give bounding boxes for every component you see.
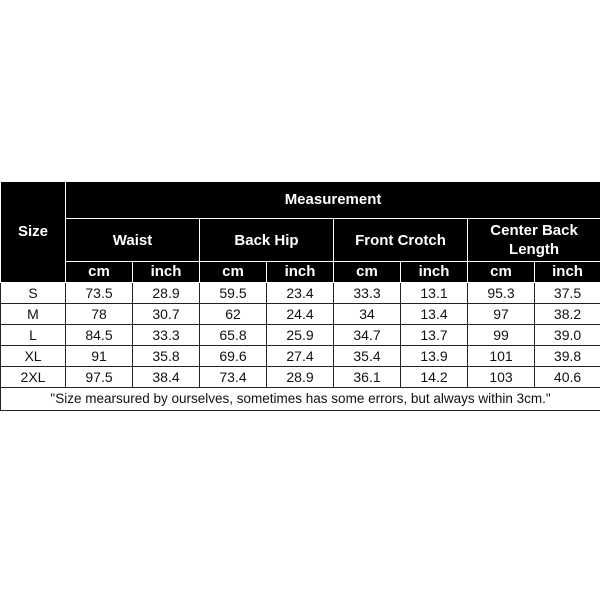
center-back-cm-cell: 97 <box>468 304 535 325</box>
size-cell: M <box>1 304 66 325</box>
center-back-cm-cell: 103 <box>468 367 535 388</box>
size-note: "Size mearsured by ourselves, sometimes has some errors, but always within 3cm." <box>1 388 600 411</box>
unit-inch-header: inch <box>401 262 468 283</box>
waist-inch-cell: 38.4 <box>133 367 200 388</box>
back-hip-inch-cell: 24.4 <box>267 304 334 325</box>
waist-inch-cell: 35.8 <box>133 346 200 367</box>
table-row <box>1 283 600 304</box>
center-back-inch-cell: 38.2 <box>535 304 600 325</box>
center-back-inch-cell: 40.6 <box>535 367 600 388</box>
back-hip-cm-cell: 69.6 <box>200 346 267 367</box>
size-column-header: Size <box>1 182 66 283</box>
back-hip-cm-cell: 65.8 <box>200 325 267 346</box>
front-crotch-inch-cell: 13.9 <box>401 346 468 367</box>
table-row <box>1 346 600 367</box>
unit-cm-header: cm <box>334 262 401 283</box>
front-crotch-cm-cell: 35.4 <box>334 346 401 367</box>
table-row <box>1 304 600 325</box>
front-crotch-inch-cell: 13.4 <box>401 304 468 325</box>
center-back-inch-cell: 39.0 <box>535 325 600 346</box>
center-back-length-header: Center Back Length <box>468 219 600 262</box>
size-cell: 2XL <box>1 367 66 388</box>
center-back-cm-cell: 99 <box>468 325 535 346</box>
measurement-header: Measurement <box>66 182 600 219</box>
front-crotch-inch-cell: 14.2 <box>401 367 468 388</box>
size-chart <box>0 181 600 411</box>
waist-cm-cell: 78 <box>66 304 133 325</box>
table-row <box>1 367 600 388</box>
waist-cm-cell: 97.5 <box>66 367 133 388</box>
front-crotch-inch-cell: 13.1 <box>401 283 468 304</box>
back-hip-inch-cell: 27.4 <box>267 346 334 367</box>
waist-header: Waist <box>66 219 200 262</box>
size-cell: XL <box>1 346 66 367</box>
unit-cm-header: cm <box>66 262 133 283</box>
front-crotch-cm-cell: 33.3 <box>334 283 401 304</box>
waist-cm-cell: 84.5 <box>66 325 133 346</box>
center-back-inch-cell: 39.8 <box>535 346 600 367</box>
back-hip-inch-cell: 28.9 <box>267 367 334 388</box>
front-crotch-cm-cell: 34.7 <box>334 325 401 346</box>
back-hip-inch-cell: 23.4 <box>267 283 334 304</box>
center-back-cm-cell: 101 <box>468 346 535 367</box>
back-hip-cm-cell: 62 <box>200 304 267 325</box>
back-hip-header: Back Hip <box>200 219 334 262</box>
back-hip-cm-cell: 73.4 <box>200 367 267 388</box>
waist-inch-cell: 33.3 <box>133 325 200 346</box>
waist-cm-cell: 73.5 <box>66 283 133 304</box>
center-back-inch-cell: 37.5 <box>535 283 600 304</box>
center-back-cm-cell: 95.3 <box>468 283 535 304</box>
unit-inch-header: inch <box>267 262 334 283</box>
back-hip-cm-cell: 59.5 <box>200 283 267 304</box>
waist-inch-cell: 30.7 <box>133 304 200 325</box>
front-crotch-inch-cell: 13.7 <box>401 325 468 346</box>
waist-cm-cell: 91 <box>66 346 133 367</box>
unit-cm-header: cm <box>468 262 535 283</box>
size-cell: S <box>1 283 66 304</box>
unit-cm-header: cm <box>200 262 267 283</box>
unit-inch-header: inch <box>535 262 600 283</box>
waist-inch-cell: 28.9 <box>133 283 200 304</box>
front-crotch-cm-cell: 36.1 <box>334 367 401 388</box>
size-table <box>0 181 600 411</box>
table-row <box>1 325 600 346</box>
back-hip-inch-cell: 25.9 <box>267 325 334 346</box>
unit-inch-header: inch <box>133 262 200 283</box>
front-crotch-cm-cell: 34 <box>334 304 401 325</box>
front-crotch-header: Front Crotch <box>334 219 468 262</box>
size-cell: L <box>1 325 66 346</box>
